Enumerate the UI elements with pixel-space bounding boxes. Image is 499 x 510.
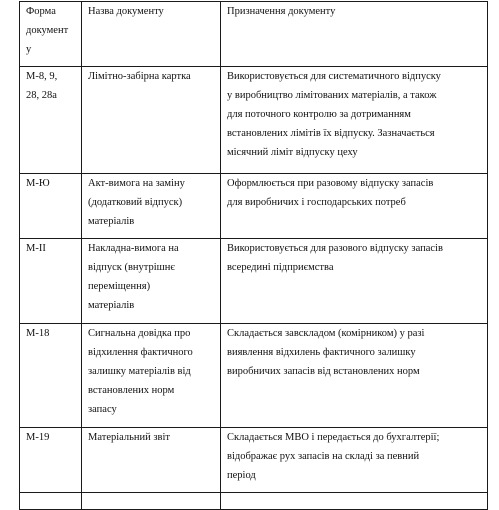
cell-document-purpose: Складається завскладом (комірником) у разі виявлення відхилень фактичного залишку виробничих запасів від встановлених норм xyxy=(221,324,488,428)
cell-form: М-18 xyxy=(20,324,82,428)
cell-empty xyxy=(20,493,82,510)
table-row xyxy=(20,428,488,493)
cell-empty xyxy=(82,493,221,510)
cell-document-name: Матеріальний звіт xyxy=(82,428,221,493)
table-header-row xyxy=(20,2,488,67)
header-document-name: Назва документу xyxy=(82,2,221,67)
table-row xyxy=(20,324,488,428)
cell-form: М-8, 9, 28, 28а xyxy=(20,67,82,174)
cell-form: М-19 xyxy=(20,428,82,493)
table-row xyxy=(20,239,488,324)
table-row-empty xyxy=(20,493,488,510)
cell-document-name: Акт-вимога на заміну (додатковий відпуск) матеріалів xyxy=(82,174,221,239)
cell-empty xyxy=(221,493,488,510)
header-form: Форма документ у xyxy=(20,2,82,67)
cell-document-name: Лімітно-забірна картка xyxy=(82,67,221,174)
cell-form: М-Ю xyxy=(20,174,82,239)
cell-document-purpose: Складається МВО і передається до бухгалтерії; відображає рух запасів на складі за певний період xyxy=(221,428,488,493)
cell-document-name: Накладна-вимога на відпуск (внутрішнє переміщення) матеріалів xyxy=(82,239,221,324)
cell-document-purpose: Використовується для систематичного відпуску у виробництво лімітованих матеріалів, а також для поточного контролю за дотриманням встановлених лімітів їх відпуску. Зазначається місячний ліміт відпуску цеху xyxy=(221,67,488,174)
table-row xyxy=(20,174,488,239)
table-row xyxy=(20,67,488,174)
cell-document-purpose: Використовується для разового відпуску запасів всередині підприємства xyxy=(221,239,488,324)
documents-table xyxy=(19,1,488,510)
cell-document-name: Сигнальна довідка про відхилення фактичного залишку матеріалів від встановлених норм запасу xyxy=(82,324,221,428)
header-document-purpose: Призначення документу xyxy=(221,2,488,67)
cell-form: М-ІІ xyxy=(20,239,82,324)
cell-document-purpose: Оформлюється при разовому відпуску запасів для виробничих і господарських потреб xyxy=(221,174,488,239)
